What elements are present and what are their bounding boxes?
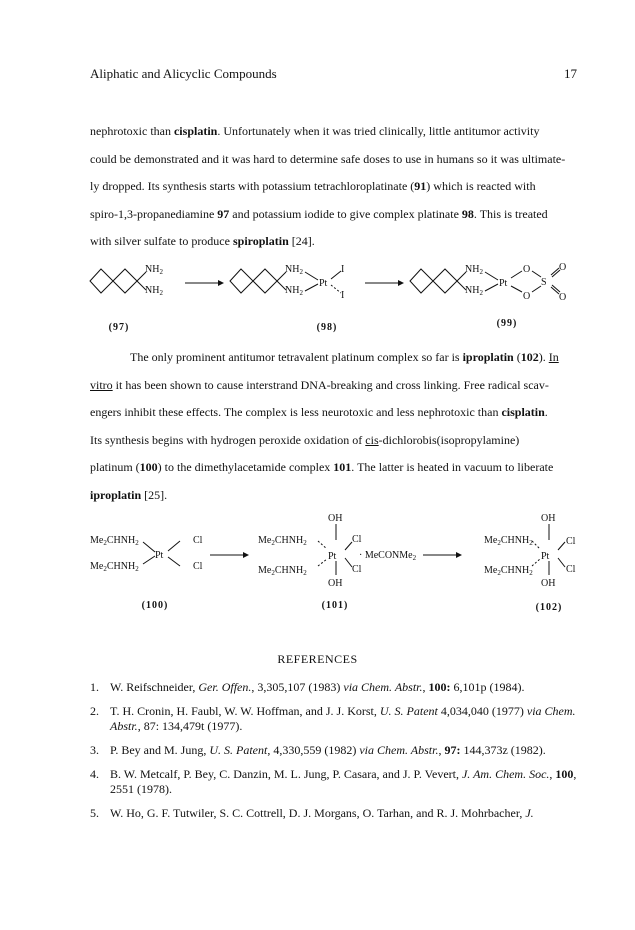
svg-text:NH2: $NH_2$ — [145, 285, 163, 297]
line: platinum (100) to the dimethylacetamide complex 101. The latter is heated in vacuum to liberate — [90, 460, 554, 474]
svg-text:NH2: $NH_2$ — [285, 285, 303, 297]
line: nephrotoxic than cisplatin. Unfortunately when it was tried clinically, little antitumor activity — [90, 124, 540, 138]
line: iproplatin [25]. — [90, 487, 168, 502]
scheme-spiroplatin-synthesis — [0, 250, 635, 340]
compound-label-98: (98) — [316, 322, 338, 333]
spiro-ring-97 — [90, 269, 146, 293]
svg-text:Me2CHNH2: $Me_2CHNH_2$ — [90, 561, 139, 573]
reference-text: W. Reifschneider, Ger. Offen., 3,305,107 (1983) via Chem. Abstr., 100: 6,101p (1984). — [110, 680, 525, 694]
compound-name: spiroplatin — [232, 234, 289, 248]
spiro-ring-99 — [410, 268, 560, 294]
line: could be demonstrated and it was hard to determine safe doses to use in humans so it was ultimate- — [90, 151, 566, 166]
compound-name: iproplatin — [90, 487, 142, 502]
compound-label-99: (99) — [496, 318, 518, 329]
svg-text:Cl: Cl — [352, 564, 362, 575]
line: with silver sulfate to produce spiroplatin [24]. — [90, 234, 315, 248]
line: vitro it has been shown to cause interstrand DNA-breaking and cross linking. Free radical scav- — [90, 377, 549, 392]
compound-number: 98 — [461, 206, 474, 221]
svg-text:NH2: $NH_2$ — [465, 264, 483, 276]
compound-label-100: (100) — [141, 600, 169, 611]
svg-text:· MeCONMe2: · MeCONMe$_2$ — [359, 550, 417, 562]
page-number: 17 — [564, 66, 577, 81]
reference-item: 5. W. Ho, G. F. Tutwiler, S. C. Cottrell, D. J. Morgans, O. Tarhan, and R. J. Mohrbacher, J. — [90, 806, 600, 821]
svg-text:OH: OH — [328, 578, 343, 589]
svg-text:O: O — [559, 292, 567, 303]
svg-text:Me2CHNH2: $Me_2CHNH_2$ — [258, 565, 307, 577]
line: ly dropped. Its synthesis starts with potassium tetrachloroplatinate (91) which is reacted with — [90, 179, 536, 193]
svg-text:O: O — [559, 262, 567, 273]
compound-name: cisplatin — [173, 124, 218, 138]
line: spiro-1,3-propanediamine 97 and potassium iodide to give complex platinate 98. This is treated — [90, 206, 548, 221]
svg-text:Cl: Cl — [352, 534, 362, 545]
compound-number: 91 — [414, 179, 427, 193]
line: engers inhibit these effects. The complex is less neurotoxic and less nephrotoxic than cisplatin. — [90, 405, 548, 419]
svg-text:NH2: $NH_2$ — [145, 264, 163, 276]
compound-number: 102 — [520, 350, 539, 364]
compound-number: 100 — [139, 460, 158, 474]
bonds-102 — [532, 524, 565, 575]
reference-text: T. H. Cronin, H. Faubl, W. W. Hoffman, and J. J. Korst, U. S. Patent 4,034,040 (1977) via Chem. Abstr., 87: 134,479t (1977). — [110, 704, 576, 733]
reference-text: W. Ho, G. F. Tutwiler, S. C. Cottrell, D. J. Morgans, O. Tarhan, and R. J. Mohrbacher, J. — [110, 806, 534, 820]
references-heading: REFERENCES — [277, 652, 358, 666]
svg-text:I: I — [341, 264, 345, 275]
platinum-atom: Pt — [541, 551, 550, 562]
svg-text:Me2CHNH2: $Me_2CHNH_2$ — [90, 535, 139, 547]
reference-item: 4. B. W. Metcalf, P. Bey, C. Danzin, M. L. Jung, P. Casara, and J. P. Vevert, J. Am. Chem. Soc., 100, 2551 (1978). — [90, 767, 600, 797]
arrowhead — [456, 552, 462, 558]
compound-label-102: (102) — [535, 602, 563, 613]
reference-text: B. W. Metcalf, P. Bey, C. Danzin, M. L. Jung, P. Casara, and J. P. Vevert, J. Am. Chem. Soc., 100, 2551 (1978). — [110, 767, 577, 796]
svg-text:Cl: Cl — [566, 536, 576, 547]
compound-label-101: (101) — [321, 600, 349, 611]
platinum-atom: Pt — [499, 278, 508, 289]
svg-text:OH: OH — [541, 578, 556, 589]
compound-label-97: (97) — [108, 322, 130, 333]
compound-number: 101 — [333, 460, 352, 474]
compound-name: iproplatin — [462, 350, 514, 364]
reference-item: 1. W. Reifschneider, Ger. Offen., 3,305,107 (1983) via Chem. Abstr., 100: 6,101p (1984). — [90, 680, 600, 695]
svg-text:Cl: Cl — [193, 535, 203, 546]
svg-text:Cl: Cl — [193, 561, 203, 572]
scheme-iproplatin-synthesis — [0, 506, 635, 616]
svg-text:O: O — [523, 264, 531, 275]
svg-text:Me2CHNH2: $Me_2CHNH_2$ — [484, 565, 533, 577]
svg-text:NH2: $NH_2$ — [465, 285, 483, 297]
reference-item: 2. T. H. Cronin, H. Faubl, W. W. Hoffman, and J. J. Korst, U. S. Patent 4,034,040 (1977) via Chem. Abstr., 87: 134,479t (1977). — [90, 704, 600, 734]
platinum-atom: Pt — [319, 278, 328, 289]
running-header: Aliphatic and Alicyclic Compounds — [90, 66, 277, 81]
arrowhead — [218, 280, 224, 286]
svg-text:Me2CHNH2: $Me_2CHNH_2$ — [484, 535, 533, 547]
svg-text:Me2CHNH2: $Me_2CHNH_2$ — [258, 535, 307, 547]
arrowhead — [398, 280, 404, 286]
compound-number: 97 — [217, 206, 230, 221]
svg-text:NH2: $NH_2$ — [285, 264, 303, 276]
svg-text:I: I — [341, 290, 345, 301]
sulfur-atom: S — [541, 277, 547, 288]
line: The only prominent antitumor tetravalent platinum complex so far is iproplatin (102). In — [130, 350, 559, 364]
line: Its synthesis begins with hydrogen peroxide oxidation of cis-dichlorobis(isopropylamine) — [90, 432, 520, 447]
svg-text:OH: OH — [541, 513, 556, 524]
compound-name: cisplatin — [501, 405, 545, 419]
platinum-atom: Pt — [155, 550, 164, 561]
paragraph-spiroplatin — [90, 118, 590, 256]
platinum-atom: Pt — [328, 551, 337, 562]
arrowhead — [243, 552, 249, 558]
solvent-dmac: · MeCONMe — [359, 550, 413, 561]
reference-item: 3. P. Bey and M. Jung, U. S. Patent, 4,330,559 (1982) via Chem. Abstr., 97: 144,373z (1982). — [90, 743, 600, 758]
svg-text:Cl: Cl — [566, 564, 576, 575]
svg-text:O: O — [523, 291, 531, 302]
svg-text:OH: OH — [328, 513, 343, 524]
bonds-101 — [318, 524, 352, 575]
paragraph-iproplatin — [90, 344, 590, 509]
reference-text: P. Bey and M. Jung, U. S. Patent, 4,330,559 (1982) via Chem. Abstr., 97: 144,373z (1982). — [110, 743, 546, 757]
